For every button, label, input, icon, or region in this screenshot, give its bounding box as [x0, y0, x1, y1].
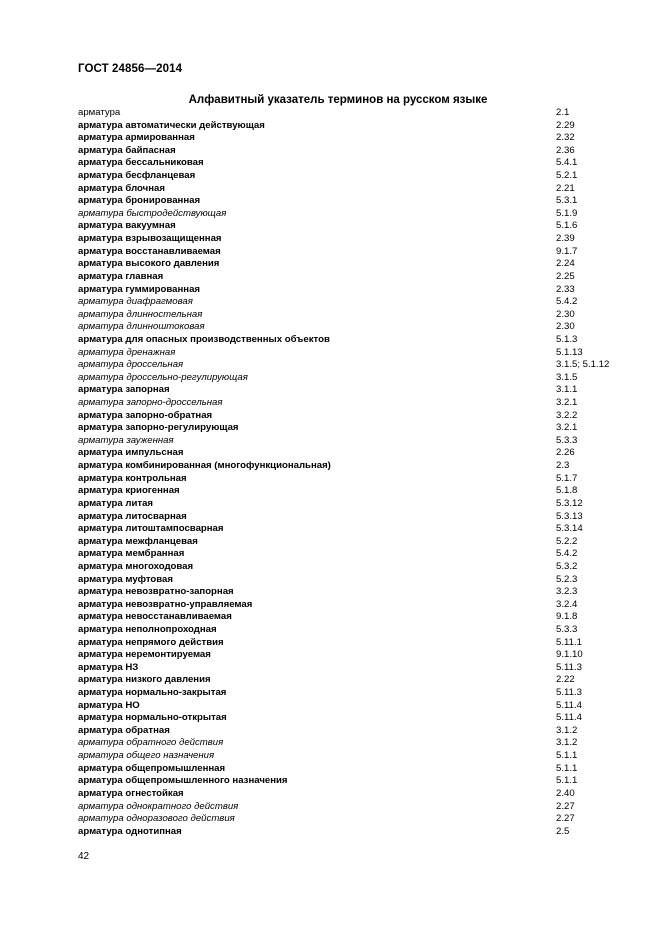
index-reference: 2.24: [556, 258, 575, 270]
index-list: [78, 107, 638, 838]
index-entry: [78, 170, 638, 183]
index-term: арматура невозвратно-управляемая: [78, 598, 253, 610]
index-entry: [78, 498, 638, 511]
index-entry: [78, 750, 638, 763]
index-term: арматура контрольная: [78, 472, 187, 484]
index-entry: [78, 561, 638, 574]
index-reference: 5.3.1: [556, 195, 578, 207]
index-entry: [78, 801, 638, 814]
index-entry: [78, 157, 638, 170]
index-reference: 2.32: [556, 132, 575, 144]
index-reference: 5.11.4: [556, 699, 582, 711]
index-reference: 5.11.3: [556, 661, 582, 673]
index-term: арматура главная: [78, 270, 164, 282]
index-entry: [78, 132, 638, 145]
index-entry: [78, 246, 638, 259]
index-reference: 3.1.2: [556, 724, 578, 736]
index-term: арматура нормально-закрытая: [78, 687, 227, 699]
index-entry: [78, 435, 638, 448]
index-entry: [78, 271, 638, 284]
index-entry: [78, 788, 638, 801]
index-reference: 2.25: [556, 270, 575, 282]
index-reference: 5.1.1: [556, 762, 578, 774]
index-term: арматура общего назначения: [78, 750, 215, 762]
index-reference: 5.3.3: [556, 434, 578, 446]
index-entry: [78, 586, 638, 599]
index-entry: [78, 284, 638, 297]
index-entry: [78, 574, 638, 587]
index-term: арматура однотипная: [78, 825, 182, 837]
index-reference: 5.4.2: [556, 296, 578, 308]
index-entry: [78, 397, 638, 410]
index-entry: [78, 548, 638, 561]
index-term: арматура бронированная: [78, 195, 201, 207]
index-reference: 5.3.2: [556, 560, 578, 572]
index-term: арматура: [78, 107, 121, 118]
index-term: арматура запорно-обратная: [78, 409, 213, 421]
index-entry: [78, 700, 638, 713]
index-term: арматура нормально-открытая: [78, 712, 227, 724]
index-term: арматура обратная: [78, 724, 170, 736]
index-term: арматура армированная: [78, 132, 195, 144]
index-entry: [78, 208, 638, 221]
index-entry: [78, 826, 638, 839]
index-term: арматура вакуумная: [78, 220, 176, 232]
index-term: арматура обратного действия: [78, 737, 224, 749]
index-term: арматура бесфланцевая: [78, 170, 196, 182]
index-reference: 3.2.3: [556, 586, 578, 598]
index-term: арматура невозвратно-запорная: [78, 586, 234, 598]
index-reference: 3.1.5; 5.1.12: [556, 359, 610, 371]
index-reference: 2.36: [556, 144, 575, 156]
index-term: арматура взрывозащищенная: [78, 233, 222, 245]
index-reference: 3.1.1: [556, 384, 578, 396]
index-term: арматура НО: [78, 699, 140, 711]
index-reference: 5.1.1: [556, 775, 578, 787]
index-term: арматура гуммированная: [78, 283, 201, 295]
index-entry: [78, 460, 638, 473]
index-entry: [78, 447, 638, 460]
index-entry: [78, 233, 638, 246]
index-reference: 5.11.4: [556, 712, 582, 724]
index-reference: 5.1.6: [556, 220, 578, 232]
index-entry: [78, 737, 638, 750]
index-entry: [78, 258, 638, 271]
index-entry: [78, 359, 638, 372]
index-term: арматура дроссельно-регулирующая: [78, 371, 248, 383]
index-reference: 5.1.8: [556, 485, 578, 497]
index-term: арматура байпасная: [78, 144, 176, 156]
index-entry: [78, 347, 638, 360]
index-reference: 5.3.3: [556, 623, 578, 635]
index-reference: 9.1.8: [556, 611, 578, 623]
index-title: Алфавитный указатель терминов на русском языке: [188, 94, 488, 106]
index-entry: [78, 813, 638, 826]
index-entry: [78, 536, 638, 549]
document-header: ГОСТ 24856—2014: [78, 63, 183, 75]
index-entry: [78, 309, 638, 322]
index-entry: [78, 637, 638, 650]
index-term: арматура для опасных производственных объектов: [78, 333, 330, 345]
index-term: арматура длинностельная: [78, 308, 203, 320]
index-term: арматура дренажная: [78, 346, 176, 358]
index-entry: [78, 649, 638, 662]
index-term: арматура литоштампосварная: [78, 523, 224, 535]
index-term: арматура бессальниковая: [78, 157, 204, 169]
index-term: арматура общепромышленного назначения: [78, 775, 288, 787]
index-entry: [78, 662, 638, 675]
index-entry: [78, 220, 638, 233]
index-term: арматура криогенная: [78, 485, 180, 497]
index-reference: 2.27: [556, 800, 575, 812]
index-term: арматура многоходовая: [78, 560, 194, 572]
index-term: арматура восстанавливаемая: [78, 245, 221, 257]
index-reference: 5.3.12: [556, 497, 583, 509]
index-term: арматура межфланцевая: [78, 535, 198, 547]
index-term: арматура блочная: [78, 182, 165, 194]
index-reference: 5.2.1: [556, 170, 578, 182]
index-reference: 2.30: [556, 321, 575, 333]
index-reference: 2.5: [556, 825, 570, 837]
index-reference: 9.1.10: [556, 649, 583, 661]
index-reference: 2.30: [556, 308, 575, 320]
index-term: арматура дроссельная: [78, 359, 184, 371]
index-entry: [78, 384, 638, 397]
index-entry: [78, 410, 638, 423]
index-entry: [78, 296, 638, 309]
index-reference: 5.11.3: [556, 687, 582, 699]
index-reference: 5.1.3: [556, 333, 578, 345]
index-reference: 2.33: [556, 283, 575, 295]
index-entry: [78, 611, 638, 624]
index-reference: 5.4.2: [556, 548, 578, 560]
index-term: арматура запорно-дроссельная: [78, 397, 223, 409]
index-term: арматура непрямого действия: [78, 636, 224, 648]
page-number: 42: [78, 851, 90, 862]
index-reference: 5.3.14: [556, 523, 583, 535]
index-entry: [78, 195, 638, 208]
index-reference: 5.1.9: [556, 207, 578, 219]
index-reference: 9.1.7: [556, 245, 578, 257]
index-term: арматура огнестойкая: [78, 787, 184, 799]
index-term: арматура быстродействующая: [78, 207, 227, 219]
index-entry: [78, 763, 638, 776]
index-reference: 3.1.2: [556, 737, 578, 749]
index-reference: 2.22: [556, 674, 575, 686]
index-term: арматура диафрагмовая: [78, 296, 193, 308]
index-reference: 3.2.4: [556, 598, 578, 610]
index-reference: 3.2.1: [556, 397, 578, 409]
index-entry: [78, 523, 638, 536]
index-entry: [78, 674, 638, 687]
index-reference: 5.2.3: [556, 573, 578, 585]
index-entry: [78, 145, 638, 158]
index-reference: 5.3.13: [556, 510, 583, 522]
index-entry: [78, 183, 638, 196]
index-entry: [78, 624, 638, 637]
index-term: арматура неполнопроходная: [78, 623, 217, 635]
index-entry: [78, 687, 638, 700]
index-entry: [78, 599, 638, 612]
index-entry: [78, 712, 638, 725]
index-entry: [78, 485, 638, 498]
index-reference: 5.11.1: [556, 636, 582, 648]
index-term: арматура мембранная: [78, 548, 185, 560]
index-term: арматура одноразового действия: [78, 813, 235, 825]
index-term: арматура НЗ: [78, 661, 139, 673]
index-term: арматура неремонтируемая: [78, 649, 211, 661]
index-entry: [78, 334, 638, 347]
index-entry: [78, 372, 638, 385]
index-term: арматура импульсная: [78, 447, 184, 459]
index-term: арматура длинноштоковая: [78, 321, 205, 333]
index-term: арматура автоматически действующая: [78, 119, 265, 131]
index-reference: 5.1.7: [556, 472, 578, 484]
index-term: арматура литосварная: [78, 510, 187, 522]
index-term: арматура муфтовая: [78, 573, 173, 585]
index-reference: 2.1: [556, 107, 570, 118]
index-term: арматура однократного действия: [78, 800, 239, 812]
index-reference: 3.2.1: [556, 422, 578, 434]
index-reference: 2.27: [556, 813, 575, 825]
index-entry: [78, 725, 638, 738]
index-reference: 2.21: [556, 182, 575, 194]
index-entry: [78, 473, 638, 486]
index-entry: [78, 422, 638, 435]
index-reference: 3.1.5: [556, 371, 578, 383]
index-reference: 5.1.13: [556, 346, 583, 358]
index-entry: [78, 321, 638, 334]
index-entry: [78, 775, 638, 788]
index-term: арматура запорная: [78, 384, 170, 396]
index-entry: [78, 511, 638, 524]
index-term: арматура общепромышленная: [78, 762, 226, 774]
index-term: арматура невосстанавливаемая: [78, 611, 232, 623]
index-entry: [78, 107, 638, 120]
index-reference: 5.1.1: [556, 750, 578, 762]
index-term: арматура зауженная: [78, 434, 174, 446]
index-term: арматура комбинированная (многофункциональная): [78, 460, 331, 472]
index-term: арматура запорно-регулирующая: [78, 422, 239, 434]
index-reference: 2.39: [556, 233, 575, 245]
index-term: арматура низкого давления: [78, 674, 211, 686]
index-entry: [78, 120, 638, 133]
index-reference: 2.40: [556, 787, 575, 799]
index-reference: 5.2.2: [556, 535, 578, 547]
index-reference: 2.29: [556, 119, 575, 131]
index-reference: 2.3: [556, 460, 570, 472]
index-reference: 5.4.1: [556, 157, 578, 169]
index-reference: 3.2.2: [556, 409, 578, 421]
index-term: арматура литая: [78, 497, 154, 509]
index-reference: 2.26: [556, 447, 575, 459]
index-term: арматура высокого давления: [78, 258, 220, 270]
